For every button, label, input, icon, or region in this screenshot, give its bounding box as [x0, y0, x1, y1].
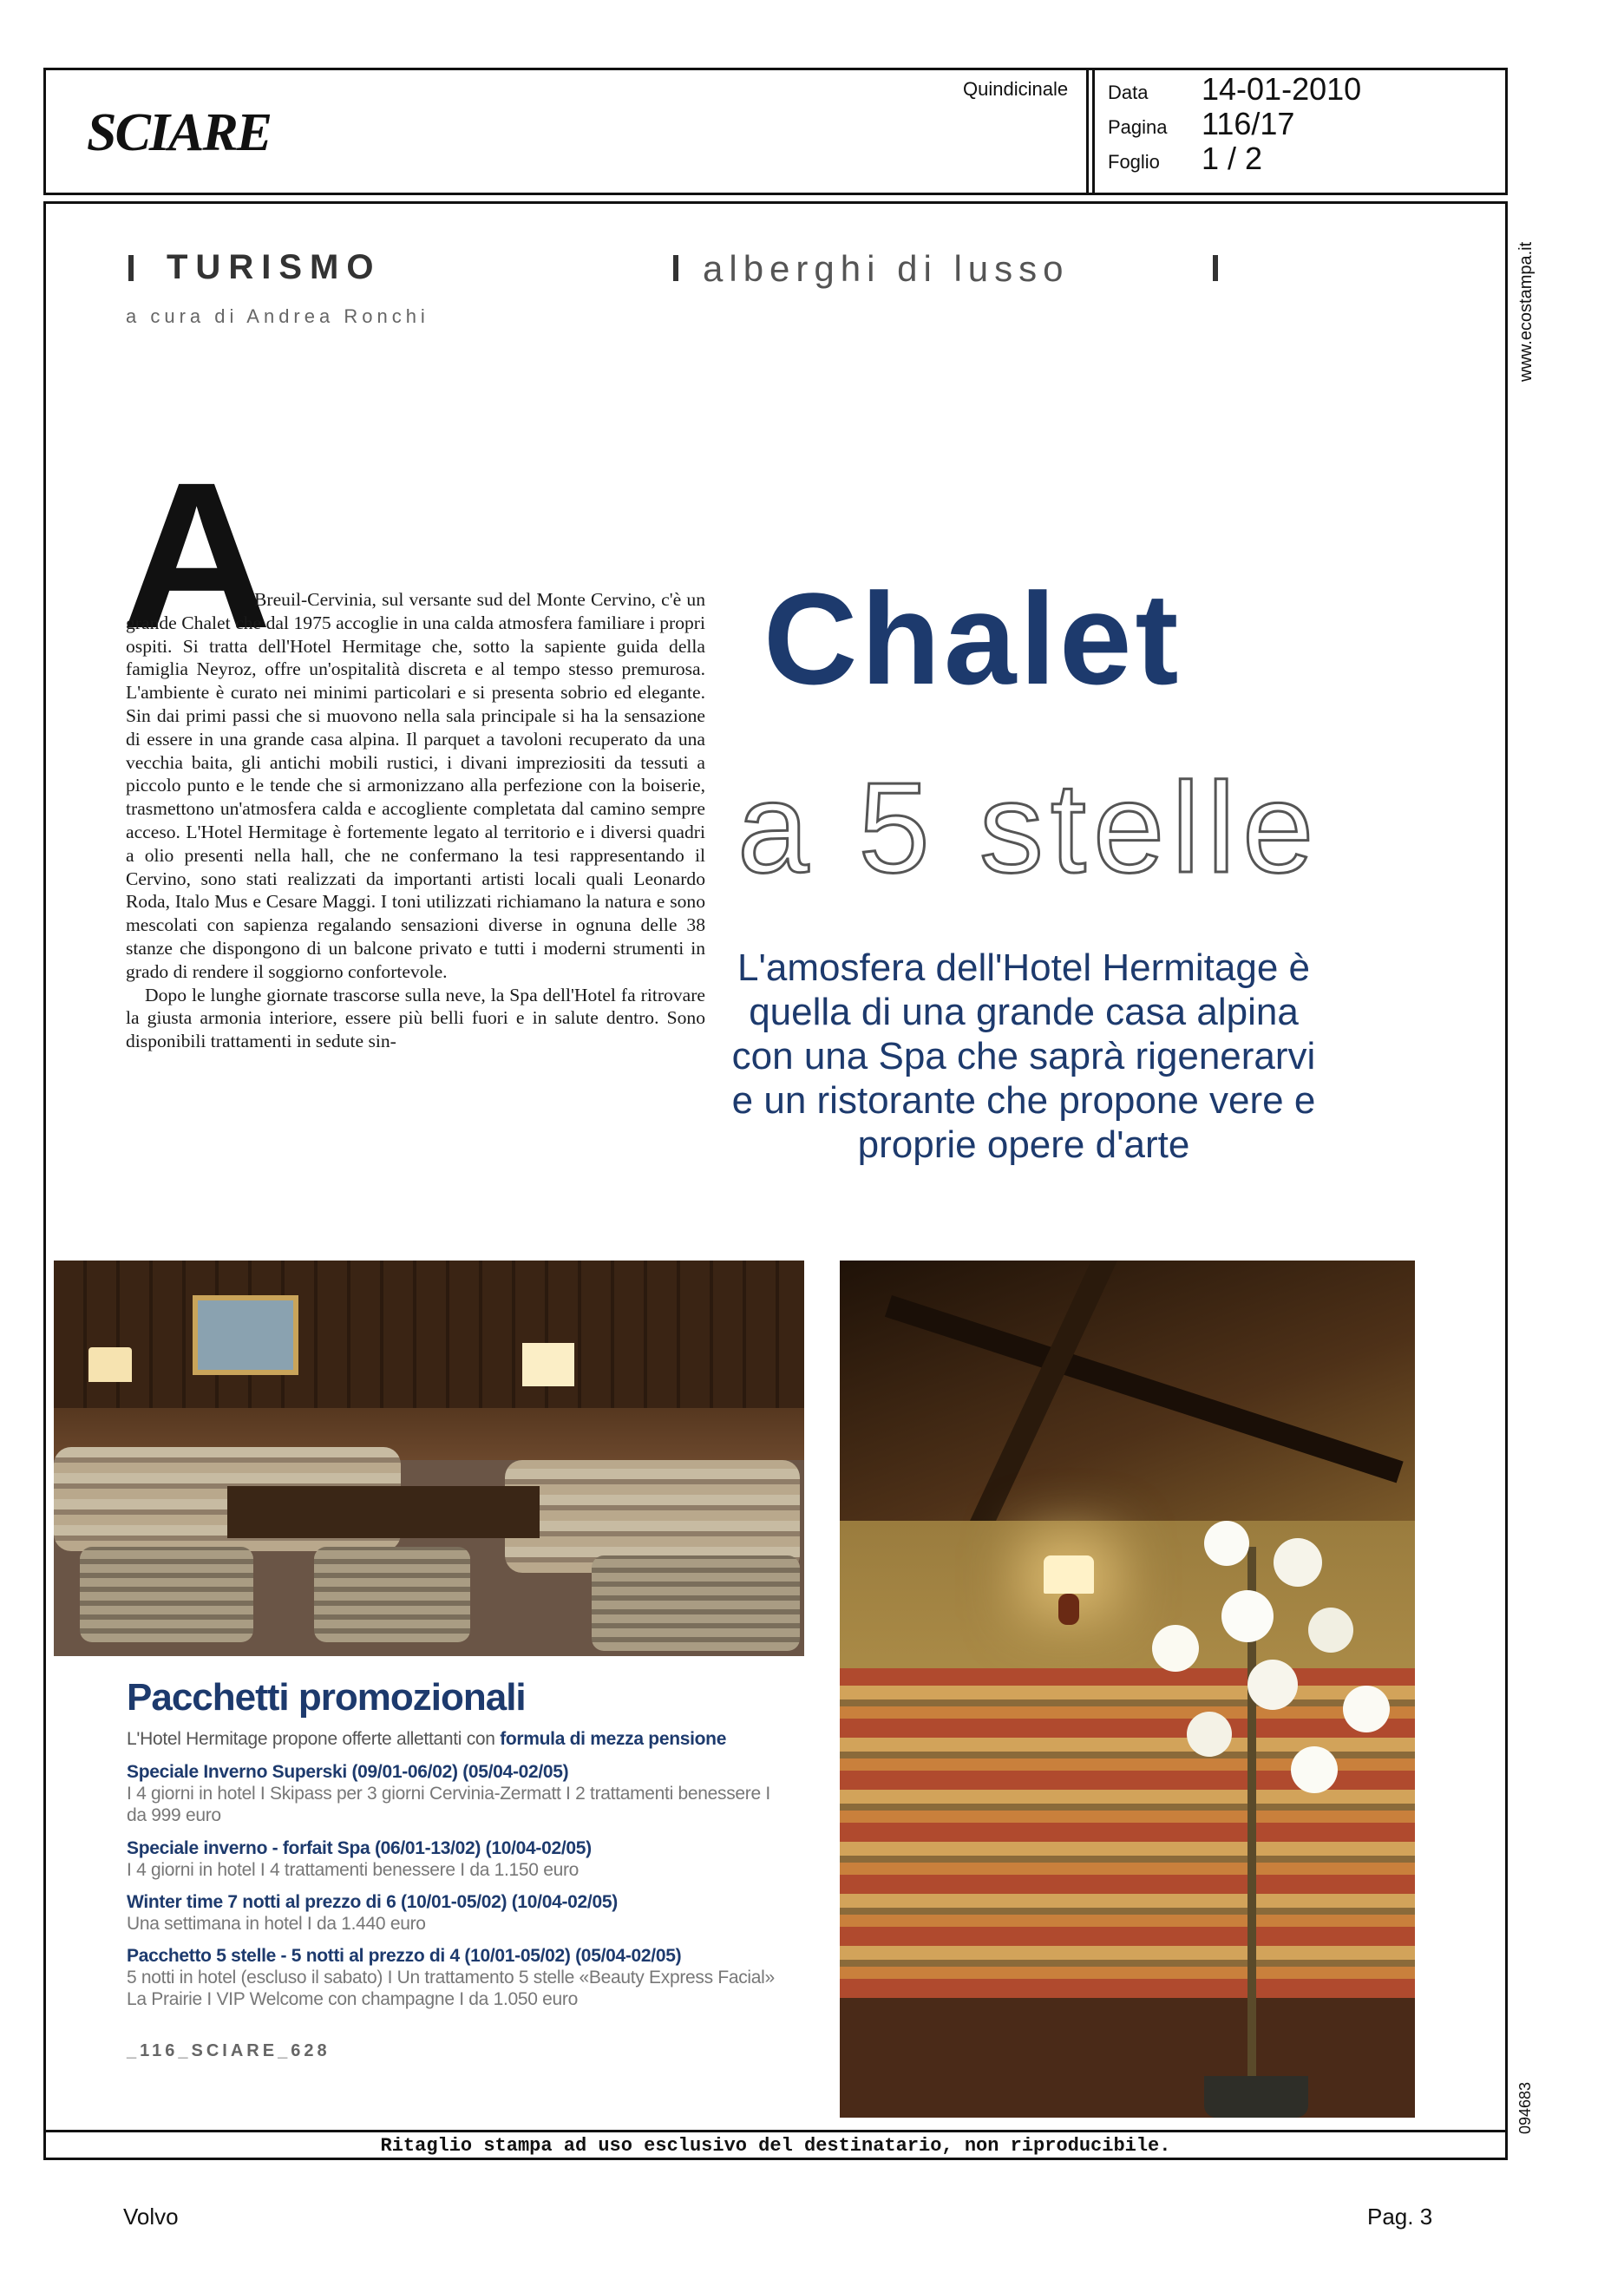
package-name: Pacchetto 5 stelle - 5 notti al prezzo di 4 (10/01-05/02) (05/04-02/05)	[127, 1946, 682, 1966]
section-bar	[128, 255, 134, 281]
package-desc: I 4 giorni in hotel I 4 trattamenti benessere I da 1.150 euro	[127, 1860, 580, 1880]
page-value: 116/17	[1202, 106, 1295, 141]
package-name: Speciale inverno - forfait Spa (06/01-13/02) (10/04-02/05)	[127, 1838, 592, 1858]
page-folio: _116_SCIARE_628	[127, 2041, 331, 2060]
package-item	[127, 1761, 786, 1826]
package-item	[127, 1837, 786, 1881]
package-name: Speciale Inverno Superski (09/01-06/02) (05/04-02/05)	[127, 1762, 569, 1782]
author-credit: a cura di Andrea Ronchi	[126, 305, 429, 327]
packages-intro: L'Hotel Hermitage propone offerte allettanti con formula di mezza pensione	[127, 1729, 727, 1749]
side-code: 094683	[1516, 2081, 1534, 2134]
section-subtitle: alberghi di lusso	[703, 248, 1070, 289]
section-bar	[673, 255, 678, 281]
section-title: TURISMO	[167, 248, 382, 286]
sheet-value: 1 / 2	[1202, 141, 1263, 176]
side-url: www.ecostampa.it	[1516, 241, 1536, 382]
date-label: Data	[1108, 82, 1149, 103]
section-bar	[1213, 255, 1218, 281]
magazine-logo: SCIARE	[87, 103, 272, 162]
package-item	[127, 1945, 786, 2010]
headline-secondary: a 5 stelle	[737, 756, 1321, 900]
footer-page-number: Pag. 3	[1367, 2204, 1433, 2230]
drop-cap: A	[121, 439, 272, 671]
package-name: Winter time 7 notti al prezzo di 6 (10/01-05/02) (10/04-02/05)	[127, 1892, 618, 1912]
package-desc: Una settimana in hotel I da 1.440 euro	[127, 1914, 426, 1934]
headline-main: Chalet	[763, 566, 1182, 711]
header-divider	[1086, 68, 1089, 195]
bedroom-photo	[840, 1261, 1415, 2118]
lounge-photo	[54, 1261, 804, 1656]
package-desc: I 4 giorni in hotel I Skipass per 3 giorni Cervinia-Zermatt I 2 trattamenti benessere I da 999 euro	[127, 1784, 770, 1825]
headline-dek: L'amosfera dell'Hotel Hermitage è quella di una grande casa alpina con una Spa che saprà rigenerarvi e un ristorante che propone vere e proprie opere d'arte	[731, 946, 1316, 1166]
article-body	[126, 588, 705, 1053]
article-paragraph: Dopo le lunghe giornate trascorse sulla neve, la Spa dell'Hotel fa ritrovare la giusta armonia interiore, essere più belli fuori e in salute dentro. Sono disponibili trattamenti in sedute sin-	[126, 984, 705, 1052]
header-divider	[1092, 68, 1095, 195]
frequency-label: Quindicinale	[963, 78, 1069, 100]
footer-client: Volvo	[123, 2204, 179, 2230]
bottom-rule	[43, 2130, 1508, 2132]
sheet-label: Foglio	[1108, 151, 1160, 173]
article-paragraph: Breuil-Cervinia, sul versante sud del Monte Cervino, c'è un grande Chalet che dal 1975 accoglie in una calda atmosfera familiare i propri ospiti. Si tratta dell'Hotel Hermitage che, sotto la sapiente guida della famiglia Neyroz, offre un'ospitalità discreta e al tempo stesso premurosa. L'ambiente è curato nei minimi particolari e si presenta sobrio ed elegante. Sin dai primi passi che si muovono nella sala principale si ha la sensazione di essere in una grande casa alpina. Il parquet a tavoloni recuperato da una vecchia baita, gli antichi mobili rustici, i divani impreziositi da tessuti a piccolo punto e le tende che si armonizzano alla perfezione con la boiserie, trasmettono un'atmosfera calda e accogliente completata dal camino sempre acceso. L'Hotel Hermitage è fortemente legato al territorio e i diversi quadri a olio presenti nella hall, che ne confermano la tesi rappresentando il Cervino, sono stati realizzati da importanti artisti locali quali Leonardo Roda, Italo Mus e Cesare Maggi. I toni utilizzati richiamano la natura e sono mescolati con sapienza regalando sensazioni diverse in ognuna delle 38 stanze che dispongono di un balcone privato e tutti i moderni strumenti in grado di rendere il soggiorno confortevole.	[126, 589, 705, 982]
packages-title: Pacchetti promozionali	[127, 1676, 526, 1719]
package-desc: 5 notti in hotel (escluso il sabato) I Un trattamento 5 stelle «Beauty Express Facial» La Prairie I VIP Welcome con champagne I da 1.050 euro	[127, 1968, 775, 2009]
package-item	[127, 1891, 786, 1935]
page-label: Pagina	[1108, 116, 1168, 138]
date-value: 14-01-2010	[1202, 71, 1362, 107]
clipping-notice: Ritaglio stampa ad uso esclusivo del destinatario, non riproducibile.	[380, 2135, 1171, 2157]
